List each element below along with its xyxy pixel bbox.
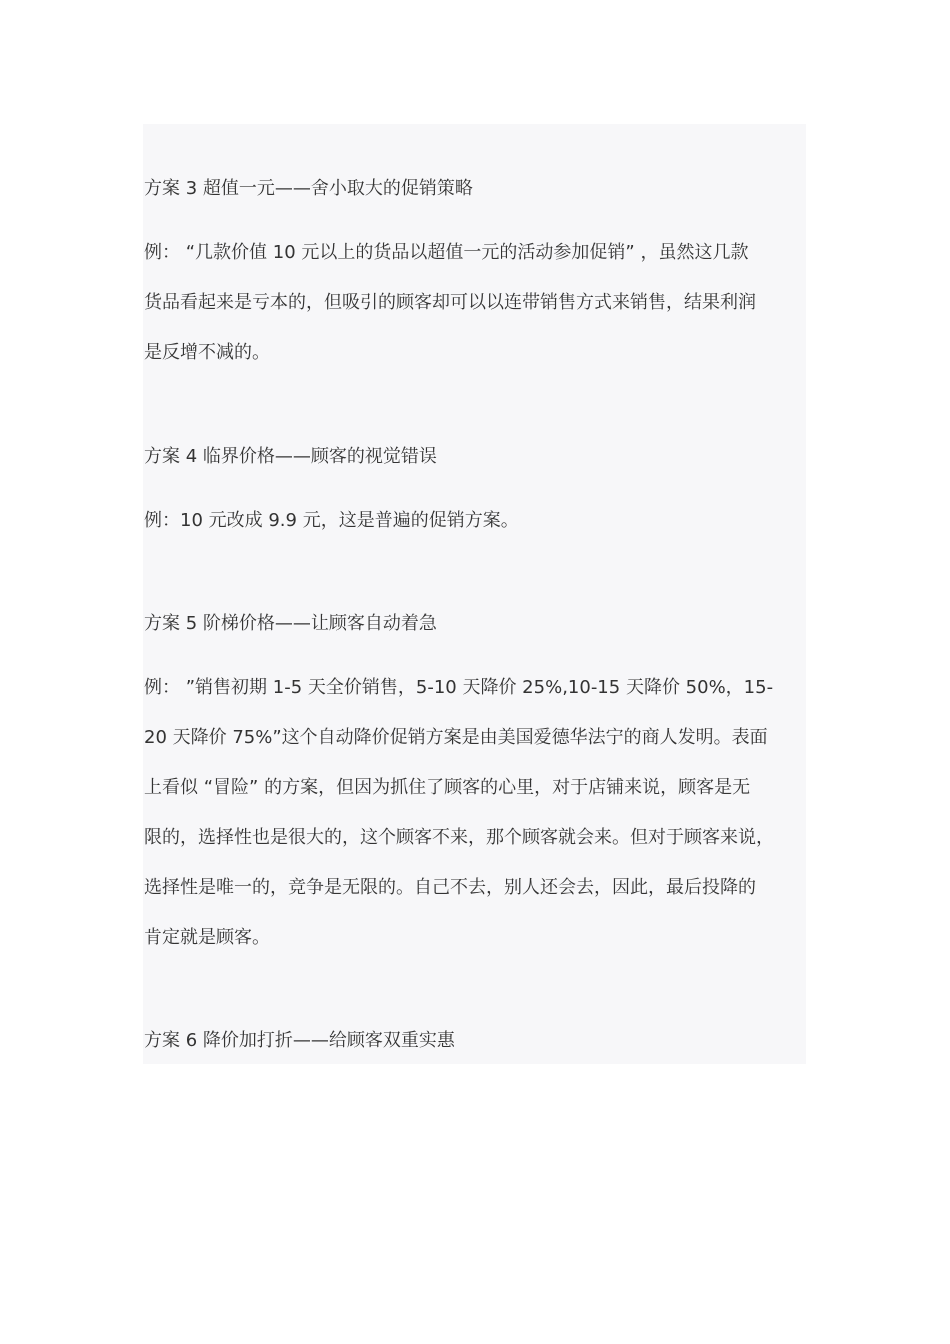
section-6-title: 方案 6 降价加打折——给顾客双重实惠 — [144, 1030, 455, 1051]
section-3-line-2: 货品看起来是亏本的，但吸引的顾客却可以以连带销售方式来销售，结果利润 — [144, 292, 756, 313]
section-5-line-5: 选择性是唯一的，竞争是无限的。自己不去，别人还会去，因此，最后投降的 — [144, 877, 756, 898]
section-4-title: 方案 4 临界价格——顾客的视觉错误 — [144, 446, 437, 467]
section-5-line-1: 例： ”销售初期 1-5 天全价销售，5-10 天降价 25%,10-15 天降价 50%，15- — [144, 677, 774, 698]
section-5-line-2: 20 天降价 75%”这个自动降价促销方案是由美国爱德华法宁的商人发明。表面 — [144, 727, 768, 748]
panel-edge-gap — [806, 826, 814, 848]
section-5-line-6: 肯定就是顾客。 — [144, 927, 270, 948]
section-3-line-1: 例： “几款价值 10 元以上的货品以超值一元的活动参加促销” ，虽然这几款 — [144, 242, 749, 263]
section-3-line-3: 是反增不减的。 — [144, 342, 270, 363]
section-5-line-4: 限的，选择性也是很大的，这个顾客不来，那个顾客就会来。但对于顾客来说， — [144, 827, 774, 848]
section-5-title: 方案 5 阶梯价格——让顾客自动着急 — [144, 613, 437, 634]
section-5-line-3: 上看似 “冒险” 的方案，但因为抓住了顾客的心里，对于店铺来说，顾客是无 — [144, 777, 751, 798]
section-4-line-1: 例：10 元改成 9.9 元，这是普遍的促销方案。 — [144, 510, 519, 531]
section-3-title: 方案 3 超值一元——舍小取大的促销策略 — [144, 178, 473, 199]
